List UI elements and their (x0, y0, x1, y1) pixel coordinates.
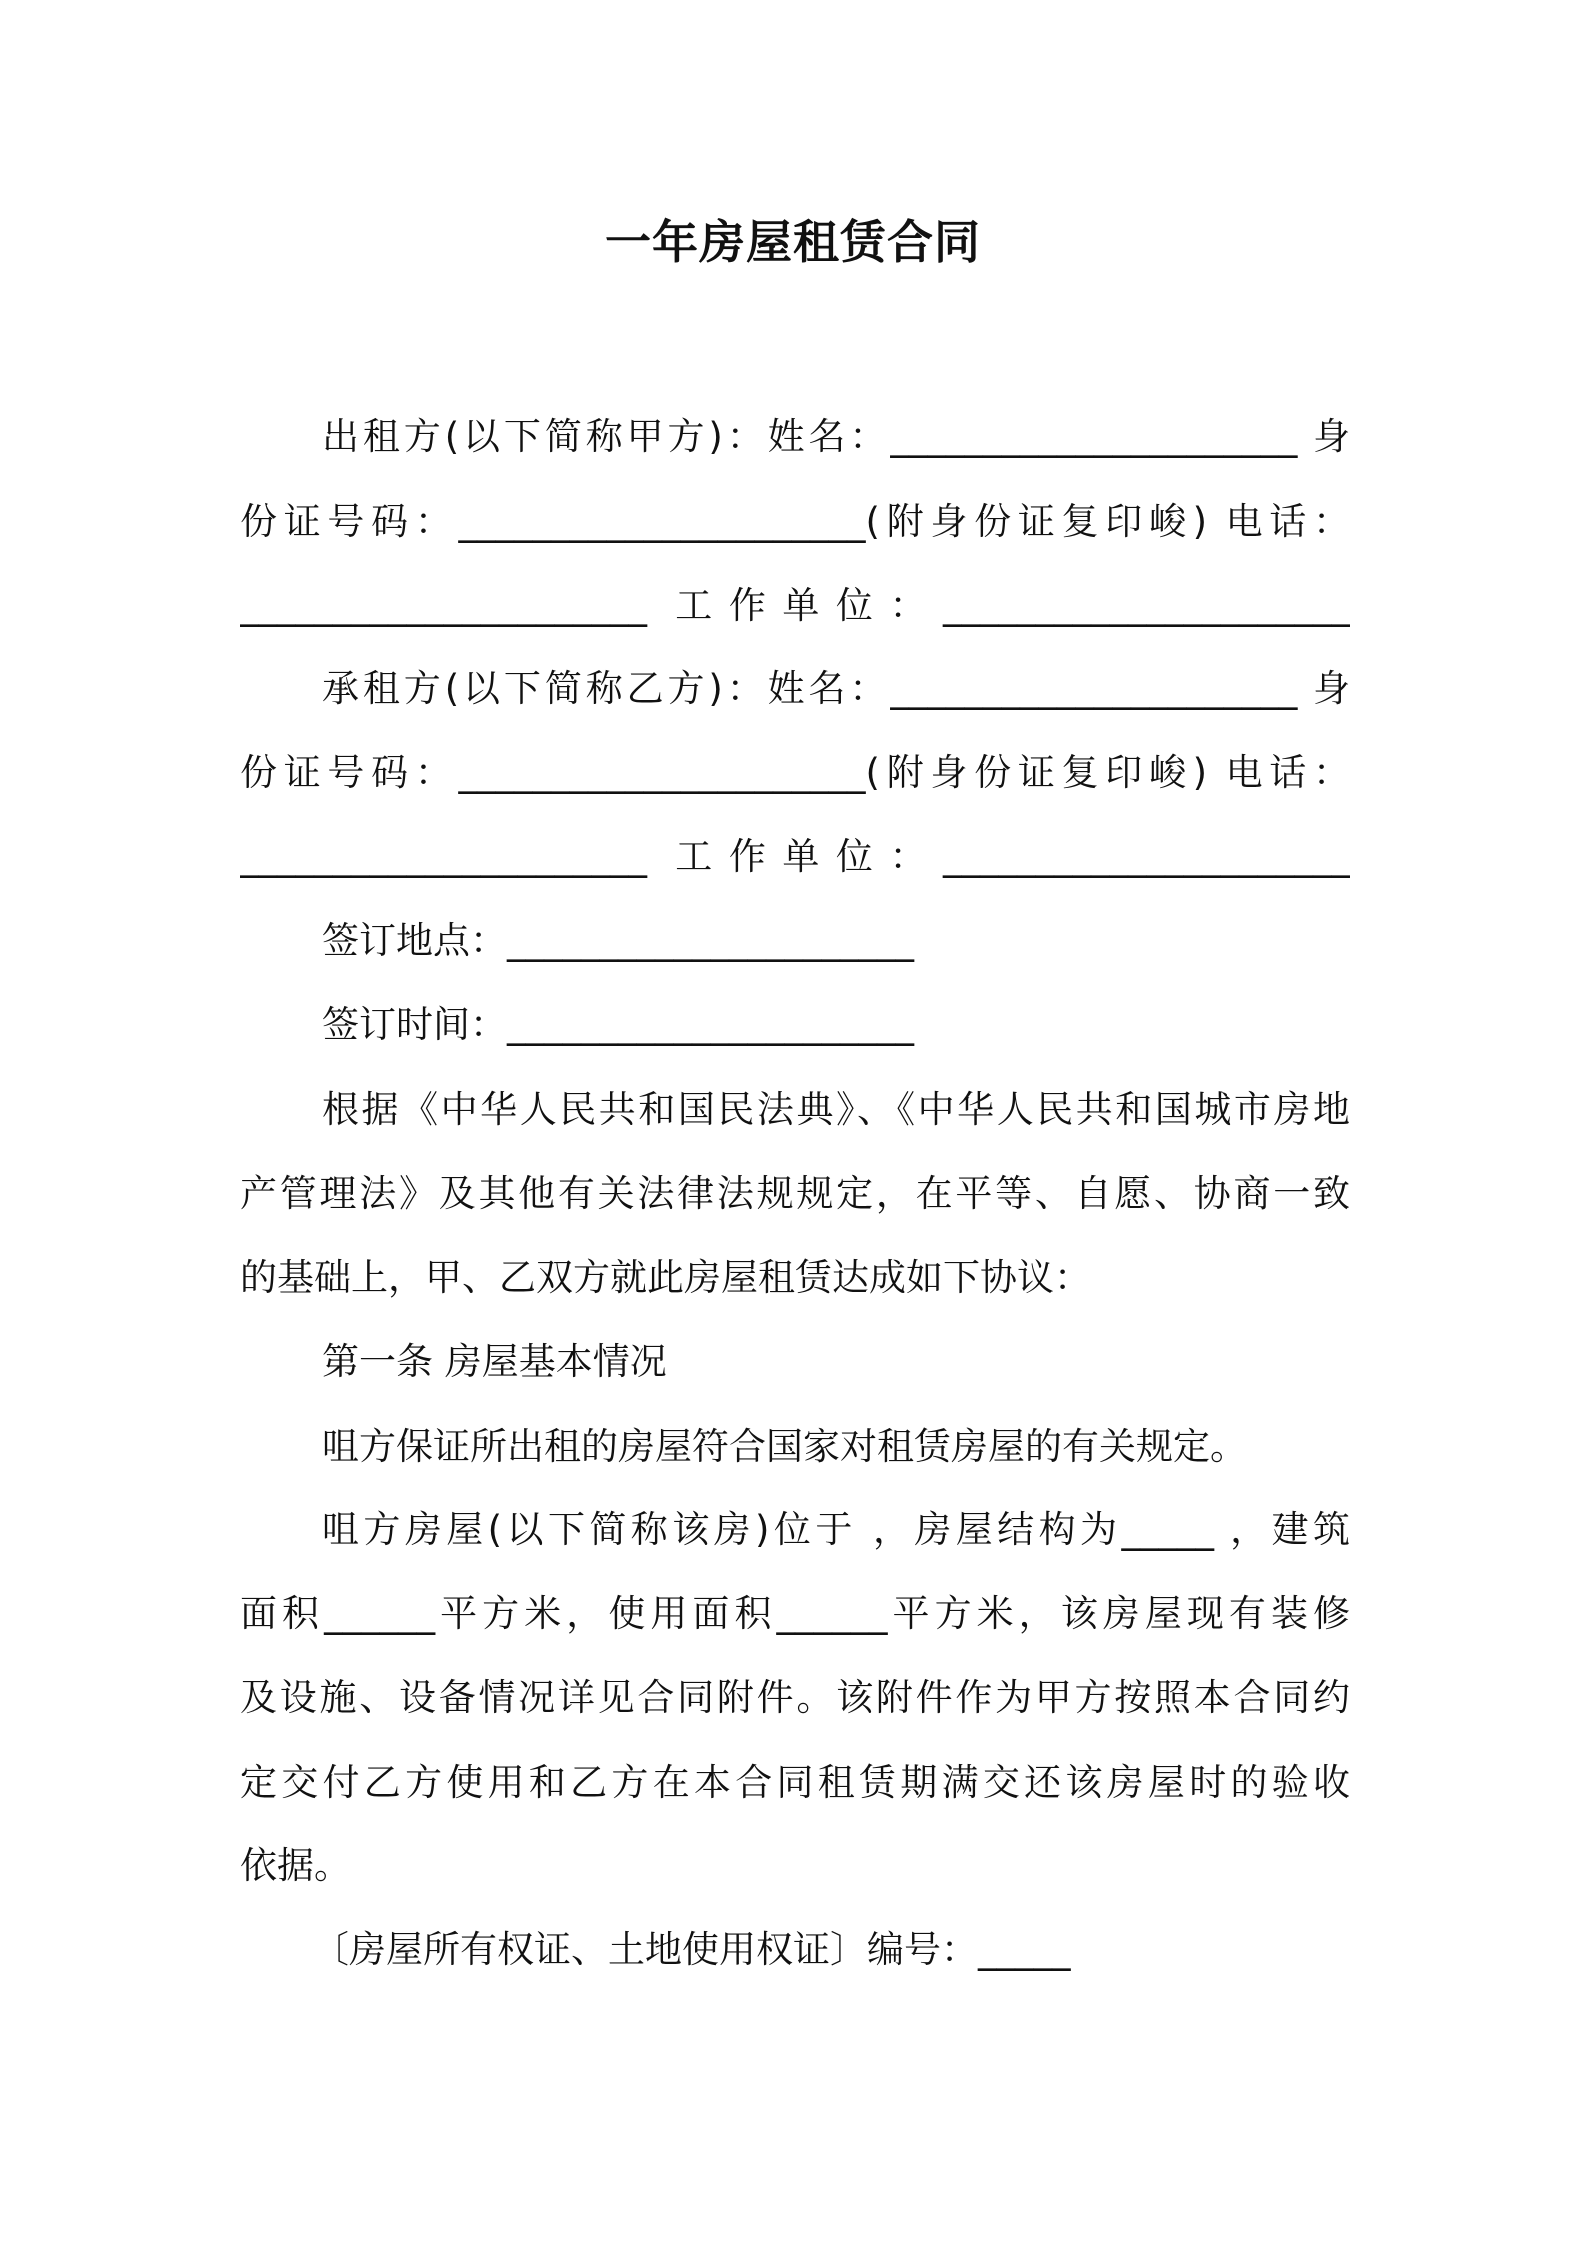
party-a-id-line: 份证号码：______________________(附身份证复印峻) 电话： (240, 500, 1350, 543)
article-1-heading: 第一条 房屋基本情况 (322, 1340, 667, 1383)
house-info-line-4: 定交付乙方使用和乙方在本合同租赁期满交还该房屋时的验收 (240, 1761, 1350, 1804)
house-info-line-5: 依据。 (240, 1844, 351, 1887)
signing-place-line: 签订地点：______________________ (322, 919, 914, 962)
preamble-line-3: 的基础上，甲、乙双方就此房屋租赁达成如下协议： (240, 1256, 1091, 1299)
house-info-line-1: 咀方房屋(以下简称该房)位于 ，房屋结构为_____ ，建筑 (322, 1508, 1350, 1551)
party-b-workplace-line: ______________________ 工作单位：______________________ (240, 835, 1350, 878)
party-b-id-line: 份证号码：______________________(附身份证复印峻) 电话： (240, 751, 1350, 794)
house-info-line-3: 及设施、设备情况详见合同附件。该附件作为甲方按照本合同约 (240, 1676, 1350, 1719)
party-b-name-line: 承租方(以下简称乙方)：姓名：______________________ 身 (322, 667, 1350, 710)
party-a-workplace-line: ______________________ 工作单位：______________________ (240, 584, 1350, 627)
signing-time-line: 签订时间：______________________ (322, 1003, 914, 1046)
certificate-number-line: 〔房屋所有权证、土地使用权证〕编号：_____ (312, 1928, 1071, 1971)
party-a-name-line: 出租方(以下简称甲方)：姓名：______________________ 身 (322, 415, 1350, 458)
article-1-guarantee: 咀方保证所出租的房屋符合国家对租赁房屋的有关规定。 (322, 1425, 1247, 1468)
preamble-line-1: 根据《中华人民共和国民法典》、《中华人民共和国城市房地 (322, 1088, 1350, 1131)
document-title: 一年房屋租赁合同 (605, 215, 981, 269)
preamble-line-2: 产管理法》及其他有关法律法规规定，在平等、自愿、协商一致 (240, 1172, 1350, 1215)
house-info-line-2: 面积______平方米，使用面积______平方米，该房屋现有装修 (240, 1592, 1350, 1635)
